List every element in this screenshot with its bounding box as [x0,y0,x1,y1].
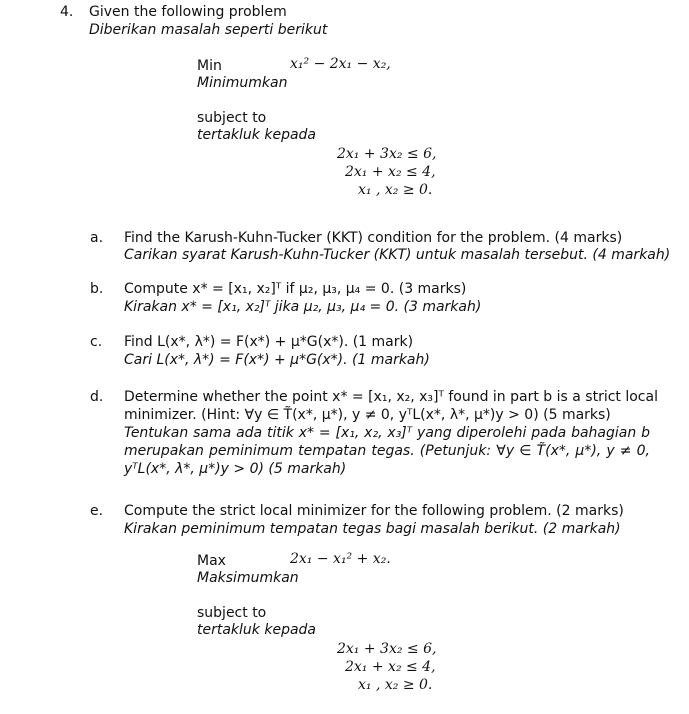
max-label-malay: Maksimumkan [197,570,299,586]
part-a-malay: Carikan syarat Karush-Kuhn-Tucker (KKT) untuk masalah tersebut. (4 markah) [124,247,671,263]
constraint-2-1: 2x₁ + 3x₂ ≤ 6, [337,641,437,657]
constraint-2-2: 2x₁ + x₂ ≤ 4, [345,659,436,675]
objective-1: x₁² − 2x₁ − x₂, [290,56,391,72]
question-number: 4. [60,4,74,20]
part-d-malay-line-3: yᵀL(x*, λ*, μ*)y > 0) (5 markah) [124,461,347,477]
subject-to-label-2: subject to [197,605,267,621]
objective-2: 2x₁ − x₁² + x₂. [290,551,391,567]
part-a-label: a. [90,230,104,246]
part-d-malay-line-2: merupakan peminimum tempatan tegas. (Petunjuk: ∀y ∈ T̃(x*, μ*), y ≠ 0, [124,443,650,459]
min-label-malay: Minimumkan [197,75,288,91]
subject-to-label-malay-2: tertakluk kepada [197,622,317,638]
part-d-english-line-1: Determine whether the point x* = [x₁, x₂, x₃]ᵀ found in part b is a strict local [124,389,658,405]
constraint-2-3: x₁ , x₂ ≥ 0. [358,677,433,693]
part-d-malay-line-1: Tentukan sama ada titik x* = [x₁, x₂, x₃]ᵀ yang diperolehi pada bahagian b [124,425,650,441]
part-e-label: e. [90,503,104,519]
part-d-english-line-2: minimizer. (Hint: ∀y ∈ T̃(x*, μ*), y ≠ 0, yᵀL(x*, λ*, μ*)y > 0) (5 marks) [124,407,611,423]
intro-malay: Diberikan masalah seperti berikut [89,22,328,38]
part-b-english: Compute x* = [x₁, x₂]ᵀ if μ₂, μ₃, μ₄ = 0. (3 marks) [124,281,467,297]
part-b-malay: Kirakan x* = [x₁, x₂]ᵀ jika μ₂, μ₃, μ₄ = 0. (3 markah) [124,299,482,315]
constraint-2: 2x₁ + x₂ ≤ 4, [345,164,436,180]
part-d-label: d. [90,389,104,405]
constraint-3: x₁ , x₂ ≥ 0. [358,182,433,198]
subject-to-label-malay: tertakluk kepada [197,127,317,143]
intro-english: Given the following problem [89,4,287,20]
part-c-malay: Cari L(x*, λ*) = F(x*) + μ*G(x*). (1 markah) [124,352,430,368]
part-c-label: c. [90,334,103,350]
part-a-english: Find the Karush-Kuhn-Tucker (KKT) condition for the problem. (4 marks) [124,230,623,246]
min-label: Min [197,58,222,74]
part-c-english: Find L(x*, λ*) = F(x*) + μ*G(x*). (1 mark) [124,334,414,350]
part-e-english: Compute the strict local minimizer for the following problem. (2 marks) [124,503,624,519]
part-e-malay: Kirakan peminimum tempatan tegas bagi masalah berikut. (2 markah) [124,521,621,537]
part-b-label: b. [90,281,104,297]
constraint-1: 2x₁ + 3x₂ ≤ 6, [337,146,437,162]
max-label: Max [197,553,226,569]
subject-to-label: subject to [197,110,267,126]
